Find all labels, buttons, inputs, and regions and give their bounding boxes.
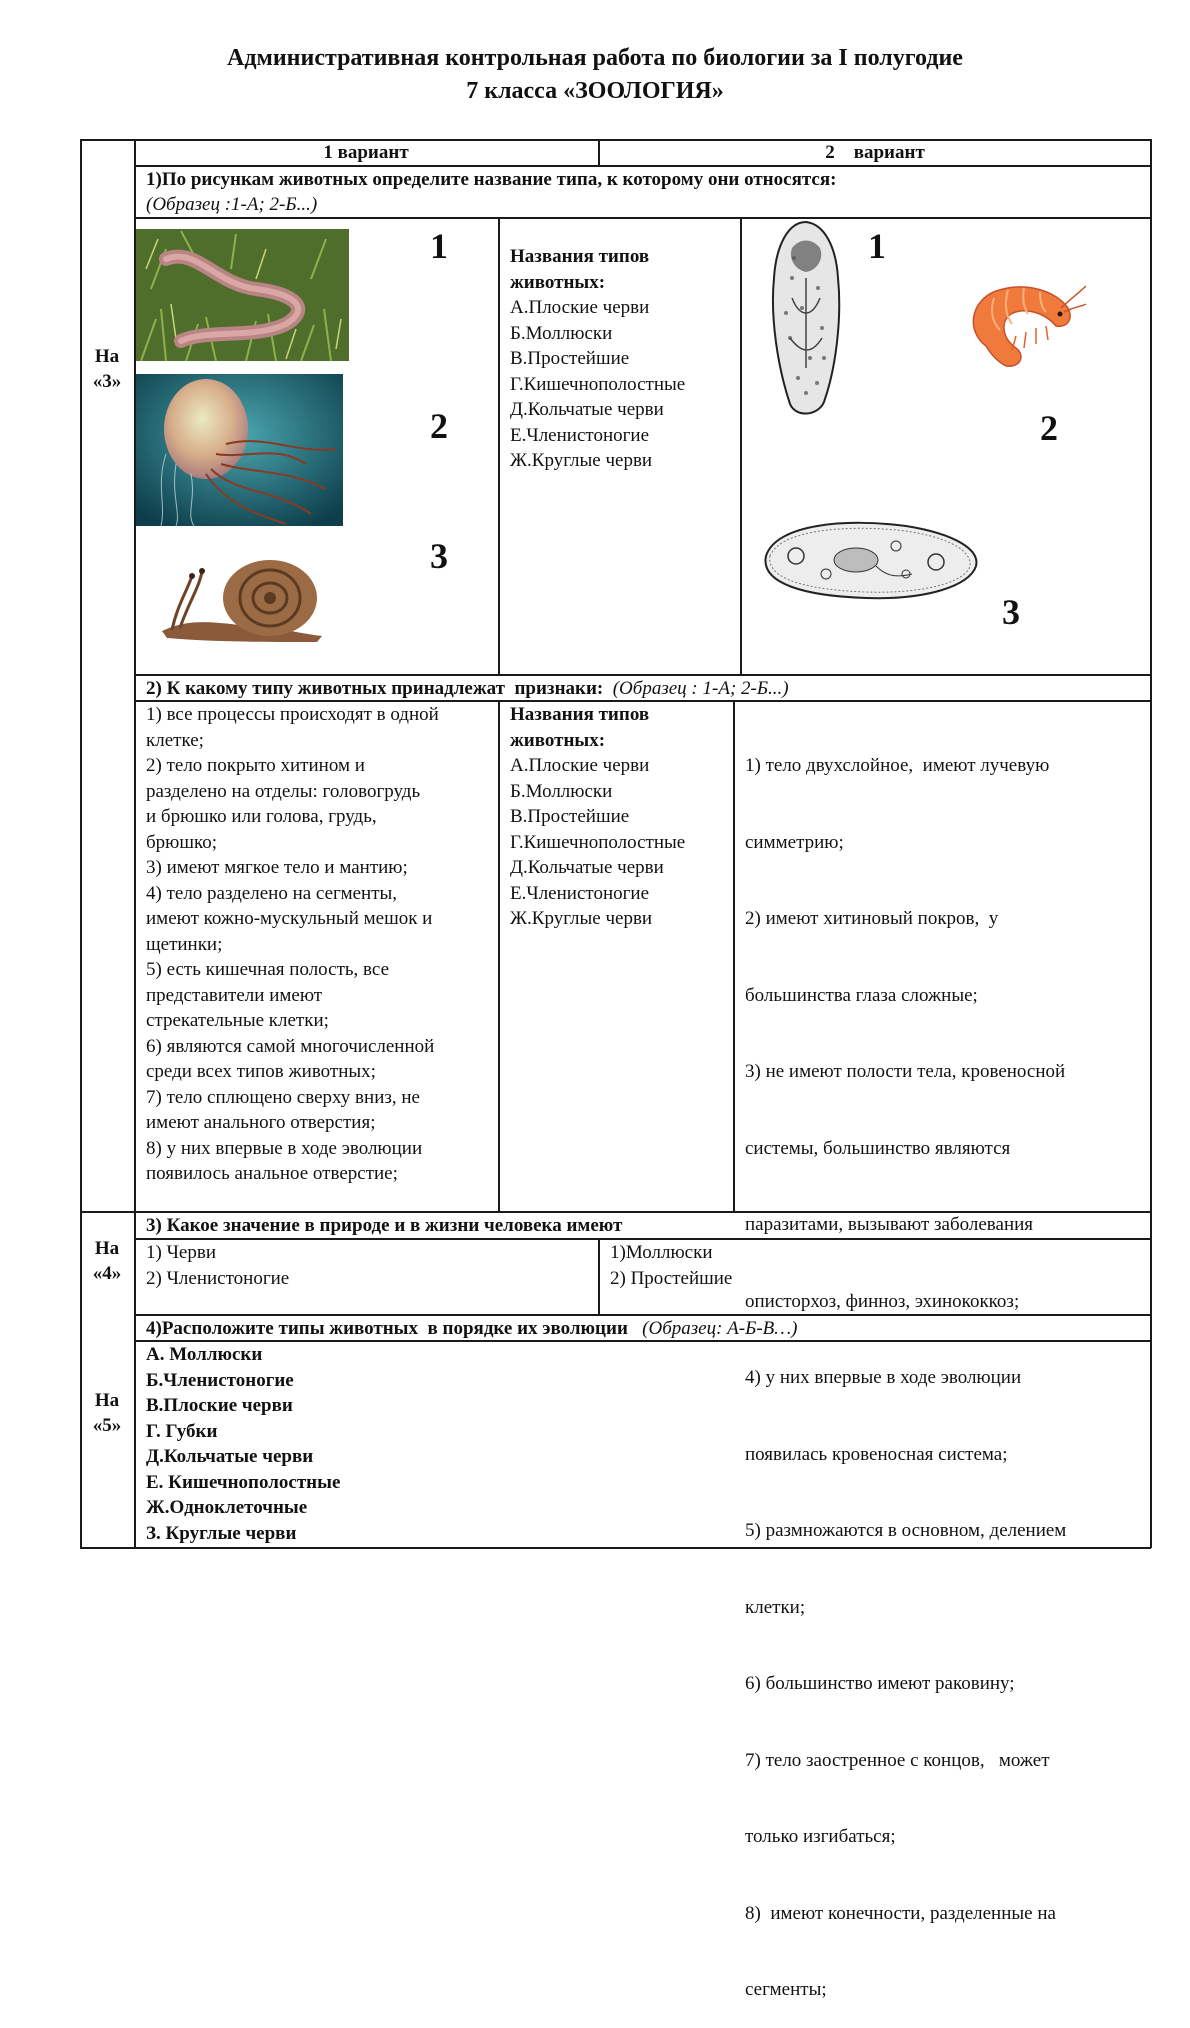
list-item: Д.Кольчатые черви <box>146 1446 314 1467</box>
list-item: Е. Кишечнополостные <box>146 1471 341 1493</box>
list-item: Ж.Круглые черви <box>510 450 653 471</box>
earthworm-image <box>136 229 349 361</box>
list-item: В.Простейшие <box>510 348 630 369</box>
list-item: Г.Кишечнополостные <box>510 831 686 853</box>
v1-image-number-1: 1 <box>430 226 448 266</box>
list-item: Е.Членистоногие <box>510 882 650 904</box>
task-3-variant-1: 1) Черви 2) Членистоногие <box>146 1242 290 1289</box>
planarian-image <box>762 218 850 422</box>
v1-image-number-3: 3 <box>430 536 448 576</box>
v2-image-number-1: 1 <box>868 226 886 266</box>
list-item: Г. Губки <box>146 1420 218 1442</box>
list-item: Ж.Круглые черви <box>510 908 653 929</box>
task-4-items <box>146 1342 340 1546</box>
task-2-variant-2-traits: 1) тело двухслойное, имеют лучевую симметрию; 2) имеют хитиновый покров, у большинства глаза сложные; 3) не имеют полости тела, кровеносной системы, большинство являются паразитами, вызывают заболевания описторхоз, финноз, эхинококкоз; 4) у них впервые в ходе эволюции появилась кровеносная система; 5) размножаются в основном, делением клетки; 6) большинство имеют раковину; 7) тело заостренное с концов, может только изгибаться; 8) имеют конечности, разделенные на сегменты; <box>745 755 1067 2000</box>
v2-image-number-2: 2 <box>1040 408 1058 448</box>
list-item: А. Моллюски <box>146 1344 263 1365</box>
task-2-variant-1-traits: 1) все процессы происходят в одной клетке; 2) тело покрыто хитином и разделено на отделы: головогрудь и брюшко или голова, грудь, брюшко; 3) имеют мягкое тело и мантию; 4) тело разделено на сегменты, имеют кожно-мускульный мешок и щетинки; 5) есть кишечная полость, все представители имеют стрекательные клетки; 6) являются самой многочисленной среди всех типов животных; 7) тело сплющено сверху вниз, не имеют анального отверстия; 8) у них впервые в ходе эволюции появилось анальное отверстие; <box>146 704 439 1184</box>
list-item: Ж.Одноклеточные <box>146 1497 308 1518</box>
task-3-variant-2: 1)Моллюски 2) Простейшие <box>610 1242 733 1289</box>
level-5-label: На «5» <box>92 1390 122 1436</box>
page-title: Административная контрольная работа по биологии за I полугодие <box>227 45 963 71</box>
list-item: Б.Моллюски <box>510 322 613 344</box>
list-item: А.Плоские черви <box>510 755 650 776</box>
list-item: Е.Членистоногие <box>510 424 650 446</box>
shrimp-image <box>956 276 1086 376</box>
list-item: Б.Моллюски <box>510 780 613 802</box>
v2-image-number-3: 3 <box>1002 592 1020 632</box>
task-1-types-list: Названия типов животных: А.Плоские черви Б.Моллюски В.Простейшие Г.Кишечнополостные Д.Кольчатые черви Е.Членистоногие Ж.Круглые черви <box>510 244 685 474</box>
list-item: Г.Кишечнополостные <box>510 373 686 395</box>
task-2-types-list: Названия типов животных: А.Плоские черви Б.Моллюски В.Простейшие Г.Кишечнополостные Д.Кольчатые черви Е.Членистоногие Ж.Круглые черви <box>510 702 685 932</box>
list-item: А.Плоские черви <box>510 297 650 318</box>
jellyfish-image <box>136 374 343 526</box>
list-item: В.Простейшие <box>510 806 630 827</box>
v1-image-number-2: 2 <box>430 406 448 446</box>
task-1-question: 1)По рисункам животных определите название типа, к которому они относятся: <box>146 169 837 190</box>
task-1-sample: (Образец :1-А; 2-Б...) <box>146 194 318 215</box>
list-item: В.Плоские черви <box>146 1395 293 1416</box>
snail-image <box>152 546 330 646</box>
list-item: Б.Членистоногие <box>146 1369 294 1391</box>
page-subtitle: 7 класса «ЗООЛОГИЯ» <box>466 78 724 104</box>
task-3-question: 3) Какое значение в природе и в жизни человека имеют <box>146 1215 623 1236</box>
variant-1-header: 1 вариант <box>323 142 409 163</box>
task-2-question-line: 2) К какому типу животных принадлежат признаки: (Образец : 1-А; 2-Б...) <box>146 678 789 699</box>
list-item: Д.Кольчатые черви <box>510 857 664 878</box>
level-3-label: На «3» <box>92 346 122 392</box>
paramecium-image <box>756 516 982 602</box>
list-item: Д.Кольчатые черви <box>510 399 664 420</box>
task-4-question-line: 4)Расположите типы животных в порядке их эволюции (Образец: А-Б-В…) <box>146 1318 798 1339</box>
list-item: З. Круглые черви <box>146 1522 297 1544</box>
variant-2-header: 2 вариант <box>825 142 925 163</box>
level-4-label: На «4» <box>92 1238 122 1284</box>
